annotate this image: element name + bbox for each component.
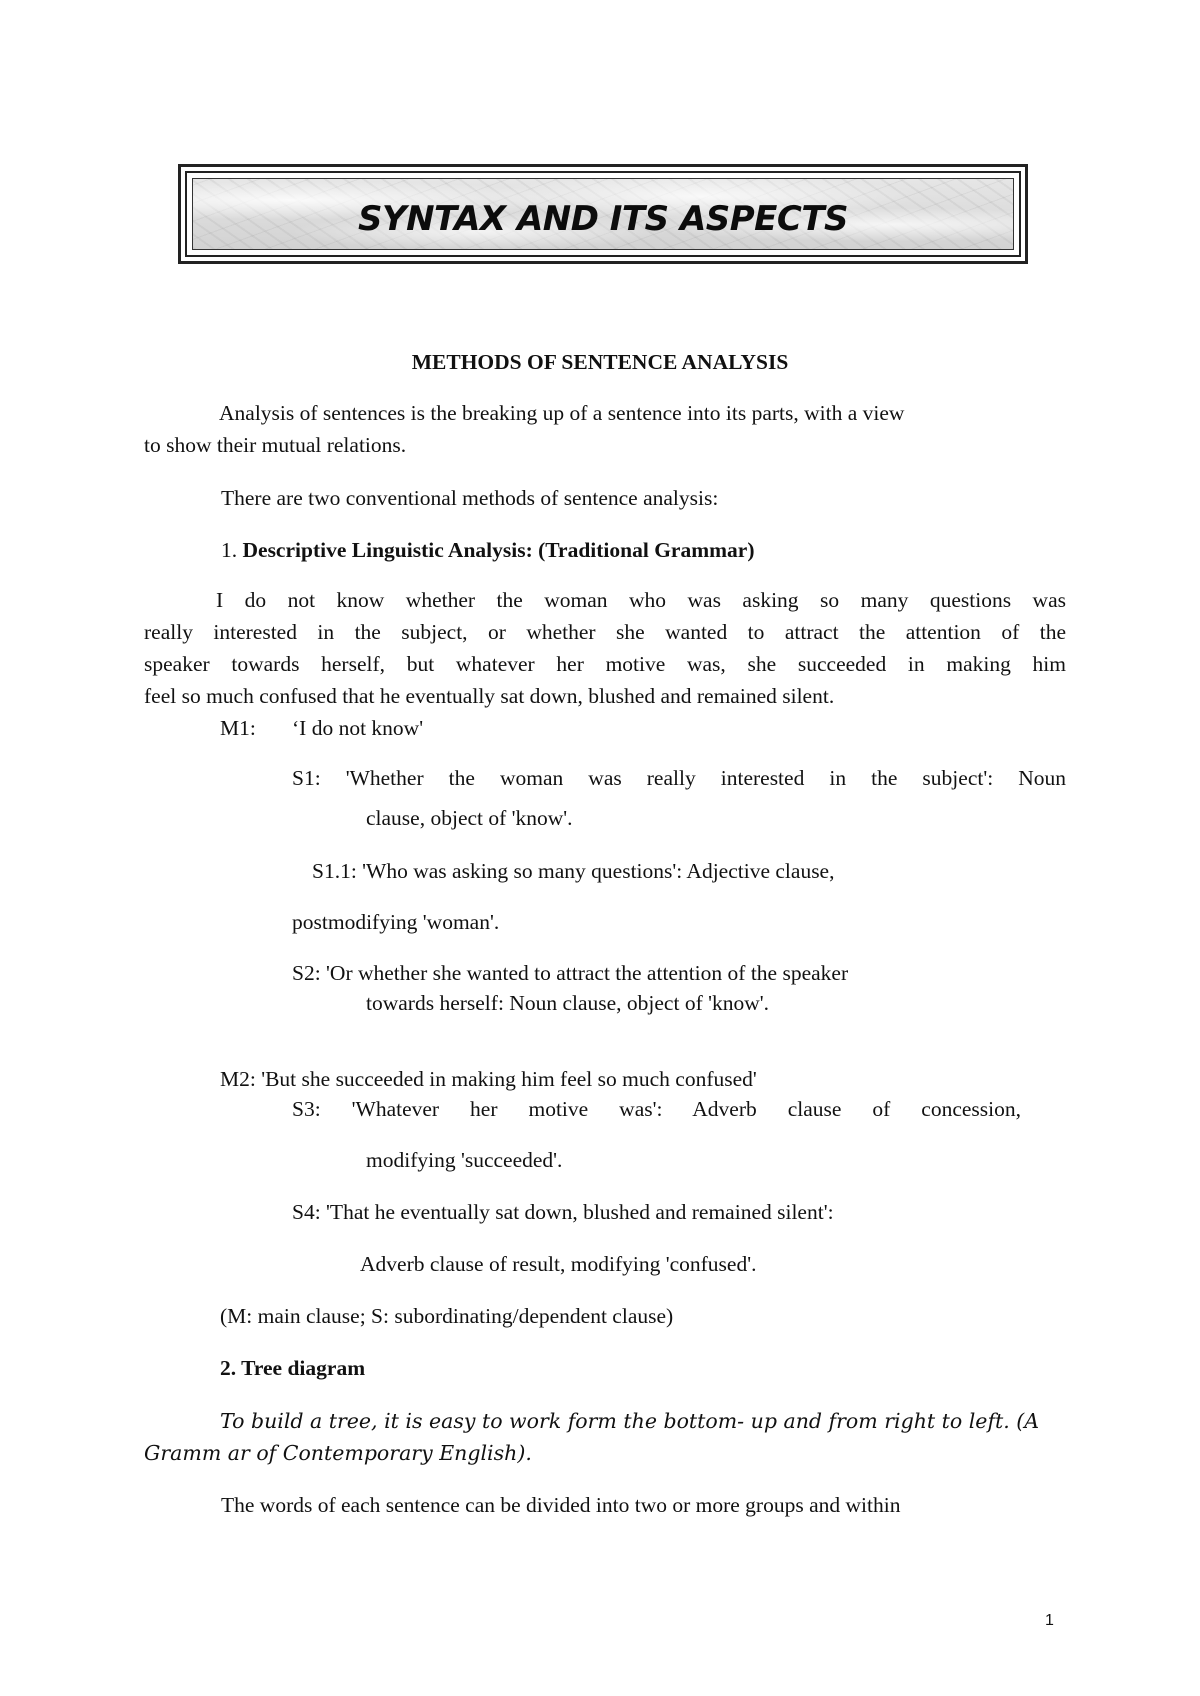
intro-line-2: to show their mutual relations. [144,433,407,457]
quote-line-2: Gramm ar of Contemporary English). [144,1441,532,1465]
s3-line-2: modifying 'succeeded'. [366,1148,563,1172]
example-line-1: I do not know whether the woman who was asking so many questions was [216,588,1066,612]
s4-line-2: Adverb clause of result, modifying 'confused'. [360,1252,757,1276]
intro-line-1: Analysis of sentences is the breaking up of a sentence into its parts, with a view [219,401,905,425]
m1-text: ‘I do not know' [292,716,424,740]
methods-intro: There are two conventional methods of sentence analysis: [221,486,719,510]
title-banner [178,164,1028,264]
m2-line: M2: 'But she succeeded in making him feel so much confused' [220,1067,757,1091]
s1-line-2: clause, object of 'know'. [366,806,573,830]
quote-line-1: To build a tree, it is easy to work form the bottom- up and from right to left. (A [220,1409,1040,1433]
example-line-3: speaker towards herself, but whatever her motive was, she succeeded in making him [144,652,1066,676]
m1-label: M1: [220,716,256,740]
s1-line-1: S1: 'Whether the woman was really interested in the subject': Noun [292,766,1066,790]
s4-line-1: S4: 'That he eventually sat down, blushed and remained silent': [292,1200,834,1224]
method-1-number: 1. [221,538,238,562]
method-2-heading: 2. Tree diagram [220,1356,366,1380]
banner-frame [185,171,1021,257]
s2-line-2: towards herself: Noun clause, object of 'know'. [366,991,769,1015]
clause-legend: (M: main clause; S: subordinating/dependent clause) [220,1304,674,1328]
method-1-heading [221,534,755,566]
s1-1-line-2: postmodifying 'woman'. [292,910,500,934]
section-heading: METHODS OF SENTENCE ANALYSIS [411,350,789,374]
s2-line-1: S2: 'Or whether she wanted to attract the attention of the speaker [292,961,849,985]
s3-line-1: S3: 'Whatever her motive was': Adverb clause of concession, [292,1097,1021,1121]
example-line-4: feel so much confused that he eventually sat down, blushed and remained silent. [144,684,835,708]
s1-1-line-1: S1.1: 'Who was asking so many questions': Adjective clause, [312,859,835,883]
page-number: 1 [1045,1612,1054,1629]
method-1-title: Descriptive Linguistic Analysis: (Traditional Grammar) [242,538,755,562]
example-line-2: really interested in the subject, or whether she wanted to attract the attention of the [144,620,1066,644]
banner-marble-texture [192,178,1014,250]
banner-title: SYNTAX AND ITS ASPECTS [357,199,849,239]
closing-line: The words of each sentence can be divided into two or more groups and within [221,1493,901,1517]
